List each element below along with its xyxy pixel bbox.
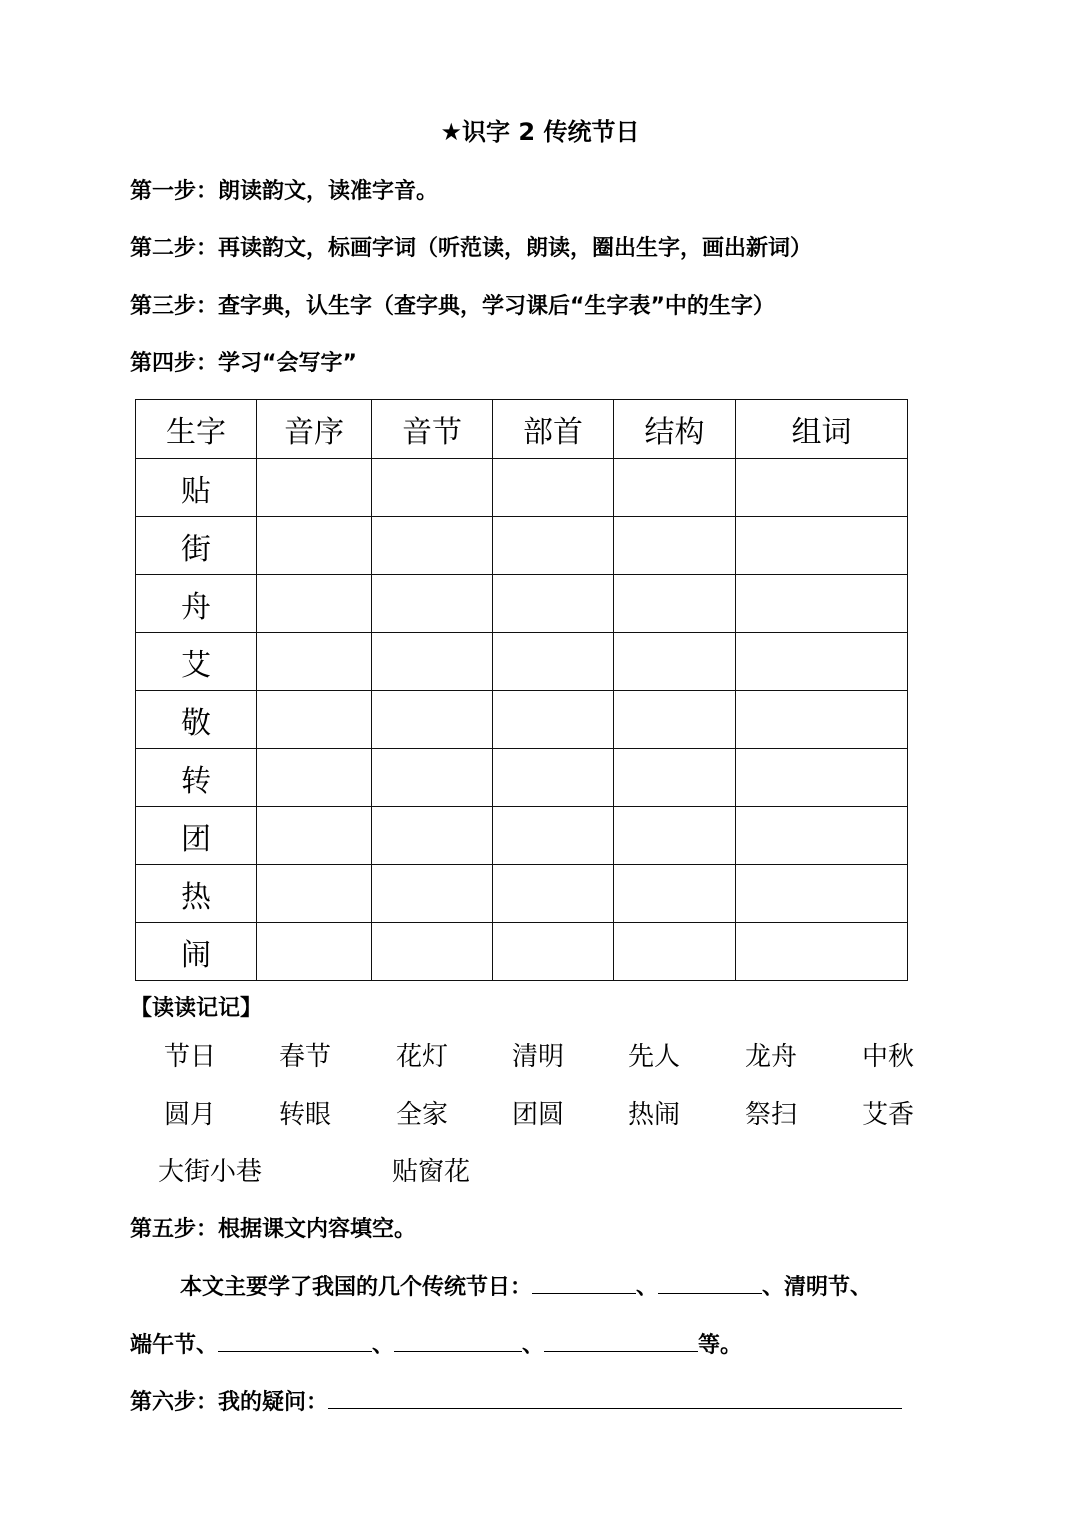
initial-cell[interactable] [257,807,372,865]
radical-cell[interactable] [493,807,614,865]
vocab-word: 清明 [512,1042,565,1072]
table-row [136,865,908,923]
initial-cell[interactable] [257,575,372,633]
step-2: 第二步：再读韵文，标画字词（听范读，朗读，圈出生字，画出新词） [130,236,813,261]
radical-cell[interactable] [493,633,614,691]
structure-cell[interactable] [614,633,736,691]
vocab-word: 祭扫 [745,1100,798,1130]
row-character: 舟 [136,575,257,633]
step-5: 第五步：根据课文内容填空。 [130,1217,417,1242]
fill-separator: 、 [522,1333,545,1358]
vocab-word: 全家 [396,1100,449,1130]
row-character: 街 [136,517,257,575]
syllable-cell[interactable] [372,459,493,517]
words-cell[interactable] [736,807,908,865]
table-row [136,459,908,517]
fill-text: 端午节、 [130,1333,219,1358]
table-row [136,633,908,691]
header-words: 组词 [736,400,908,459]
structure-cell[interactable] [614,865,736,923]
radical-cell[interactable] [493,865,614,923]
question-blank[interactable] [328,1386,902,1409]
table-row [136,807,908,865]
fill-text-end: 等。 [698,1333,743,1358]
vocab-word: 花灯 [396,1042,449,1072]
syllable-cell[interactable] [372,749,493,807]
radical-cell[interactable] [493,575,614,633]
words-cell[interactable] [736,691,908,749]
initial-cell[interactable] [257,633,372,691]
words-cell[interactable] [736,923,908,981]
syllable-cell[interactable] [372,633,493,691]
initial-cell[interactable] [257,749,372,807]
structure-cell[interactable] [614,691,736,749]
radical-cell[interactable] [493,691,614,749]
header-radical: 部首 [493,400,614,459]
initial-cell[interactable] [257,517,372,575]
syllable-cell[interactable] [372,865,493,923]
row-character: 贴 [136,459,257,517]
vocab-word: 团圆 [512,1100,565,1130]
step-6-line [130,1385,902,1416]
words-cell[interactable] [736,749,908,807]
initial-cell[interactable] [257,865,372,923]
character-table [135,399,908,981]
page-title: ★识字 2 传统节日 [440,118,640,146]
radical-cell[interactable] [493,459,614,517]
vocab-word: 先人 [628,1042,681,1072]
structure-cell[interactable] [614,575,736,633]
words-cell[interactable] [736,633,908,691]
header-character: 生字 [136,400,257,459]
vocab-word: 龙舟 [745,1042,798,1072]
row-character: 热 [136,865,257,923]
vocab-word: 贴窗花 [392,1157,471,1187]
fill-blank[interactable] [218,1329,372,1352]
words-cell[interactable] [736,865,908,923]
vocab-word: 艾香 [862,1100,915,1130]
fill-separator: 、 [636,1275,659,1300]
table-row [136,517,908,575]
vocab-word: 大街小巷 [158,1157,263,1187]
fill-separator: 、 [372,1333,395,1358]
table-row [136,923,908,981]
radical-cell[interactable] [493,749,614,807]
initial-cell[interactable] [257,923,372,981]
fill-text: 本文主要学了我国的几个传统节日： [180,1275,533,1300]
syllable-cell[interactable] [372,517,493,575]
vocab-word: 节日 [164,1042,217,1072]
vocab-word: 中秋 [862,1042,915,1072]
fill-blank[interactable] [658,1271,762,1294]
step-4: 第四步：学习“会写字” [130,351,357,376]
vocab-word: 春节 [279,1042,332,1072]
words-cell[interactable] [736,575,908,633]
step-6: 第六步：我的疑问： [130,1390,329,1415]
structure-cell[interactable] [614,923,736,981]
header-initial: 音序 [257,400,372,459]
syllable-cell[interactable] [372,923,493,981]
structure-cell[interactable] [614,807,736,865]
radical-cell[interactable] [493,517,614,575]
initial-cell[interactable] [257,691,372,749]
structure-cell[interactable] [614,749,736,807]
row-character: 闹 [136,923,257,981]
syllable-cell[interactable] [372,691,493,749]
vocab-word: 热闹 [628,1100,681,1130]
table-row [136,691,908,749]
table-row [136,749,908,807]
fill-line-1 [180,1270,872,1301]
header-syllable: 音节 [372,400,493,459]
structure-cell[interactable] [614,517,736,575]
step-1: 第一步：朗读韵文，读准字音。 [130,179,439,204]
fill-separator: 、清明节、 [762,1275,873,1300]
vocab-word: 圆月 [164,1100,217,1130]
syllable-cell[interactable] [372,575,493,633]
table-row [136,575,908,633]
initial-cell[interactable] [257,459,372,517]
vocab-word: 转眼 [279,1100,332,1130]
fill-line-2 [130,1328,742,1359]
words-cell[interactable] [736,517,908,575]
row-character: 敬 [136,691,257,749]
read-remember-header: 【读读记记】 [130,996,263,1021]
row-character: 转 [136,749,257,807]
words-cell[interactable] [736,459,908,517]
fill-blank[interactable] [532,1271,636,1294]
step-3: 第三步：查字典，认生字（查字典，学习课后“生字表”中的生字） [130,294,775,319]
fill-blank[interactable] [544,1329,698,1352]
radical-cell[interactable] [493,923,614,981]
structure-cell[interactable] [614,459,736,517]
syllable-cell[interactable] [372,807,493,865]
table-header-row [136,400,908,459]
row-character: 艾 [136,633,257,691]
row-character: 团 [136,807,257,865]
header-structure: 结构 [614,400,736,459]
fill-blank[interactable] [394,1329,522,1352]
